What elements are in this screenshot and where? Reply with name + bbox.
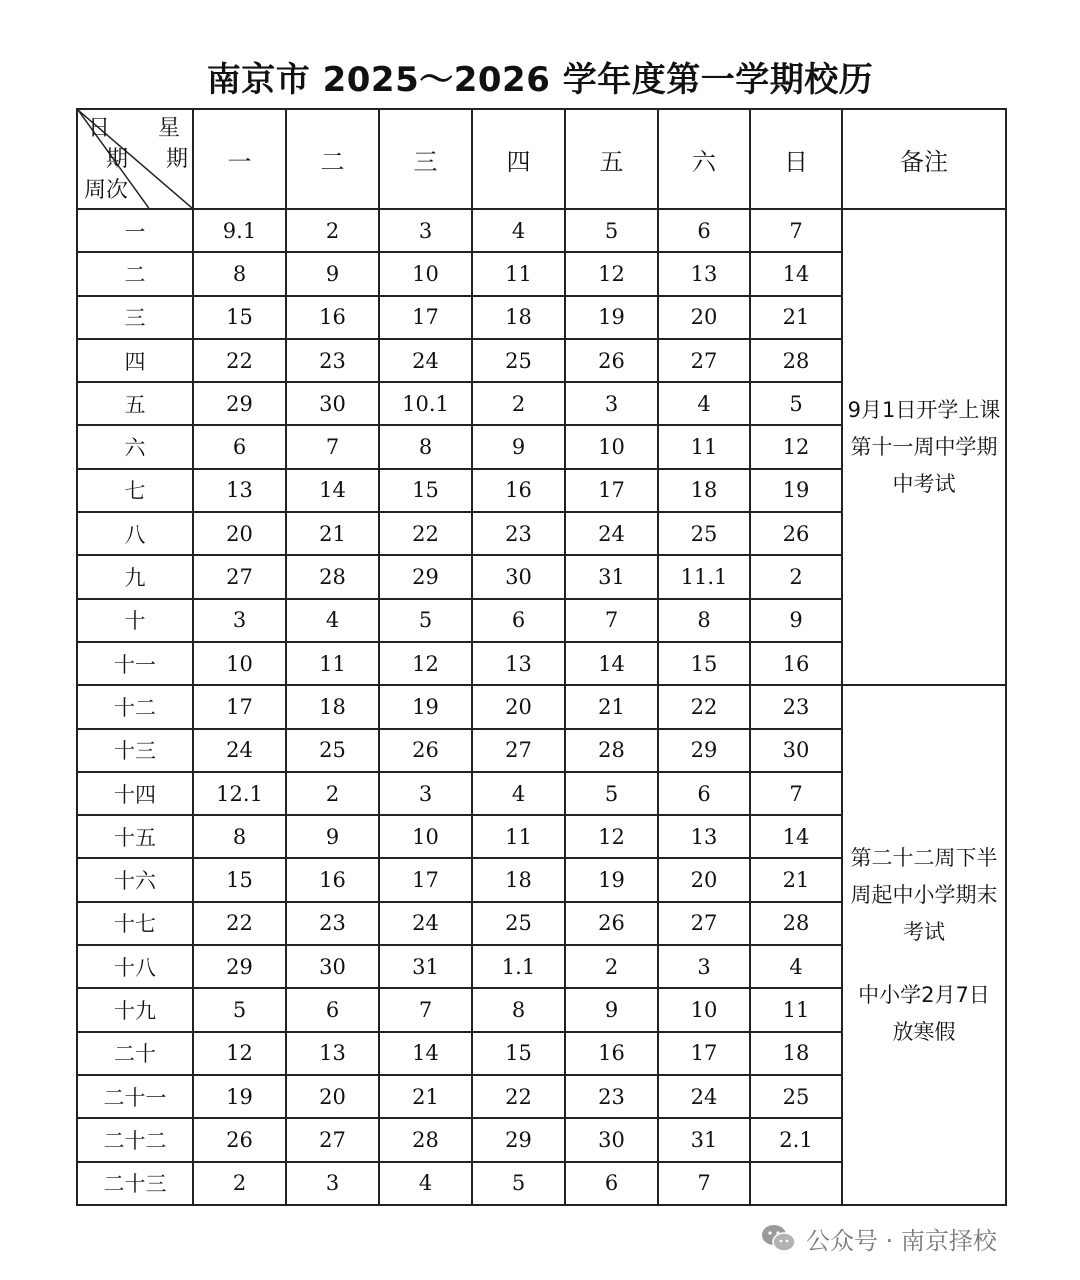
- date-cell-mon: 8: [193, 252, 286, 295]
- date-cell-tue: 9: [286, 815, 379, 858]
- date-cell-sat: 24: [658, 1075, 750, 1118]
- date-cell-mon: 3: [193, 599, 286, 642]
- day-header-wed: 三: [379, 109, 472, 209]
- date-cell-sun: 9: [750, 599, 842, 642]
- week-number-cell: 二十二: [77, 1118, 193, 1161]
- date-cell-tue: 21: [286, 512, 379, 555]
- date-cell-tue: 9: [286, 252, 379, 295]
- remarks-line: 中小学2月7日: [858, 982, 990, 1007]
- date-cell-fri: 12: [565, 815, 658, 858]
- date-cell-wed: 24: [379, 902, 472, 945]
- date-cell-fri: 19: [565, 858, 658, 901]
- date-cell-sun: 14: [750, 252, 842, 295]
- date-cell-fri: 23: [565, 1075, 658, 1118]
- date-cell-thu: 9: [472, 425, 565, 468]
- date-cell-mon: 10: [193, 642, 286, 685]
- date-cell-thu: 23: [472, 512, 565, 555]
- date-cell-tue: 2: [286, 772, 379, 815]
- date-cell-tue: 14: [286, 469, 379, 512]
- date-cell-mon: 6: [193, 425, 286, 468]
- date-cell-mon: 20: [193, 512, 286, 555]
- date-cell-wed: 26: [379, 729, 472, 772]
- date-cell-sat: 8: [658, 599, 750, 642]
- date-cell-sat: 7: [658, 1162, 750, 1205]
- date-cell-sun: 30: [750, 729, 842, 772]
- date-cell-tue: 18: [286, 685, 379, 728]
- date-cell-wed: 5: [379, 599, 472, 642]
- date-cell-tue: 2: [286, 209, 379, 252]
- date-cell-tue: 30: [286, 945, 379, 988]
- week-number-cell: 八: [77, 512, 193, 555]
- date-cell-sun: 14: [750, 815, 842, 858]
- remarks-line: 周起中小学期末: [850, 882, 998, 907]
- remarks-line: 中考试: [892, 471, 956, 496]
- date-cell-sun: 28: [750, 339, 842, 382]
- week-number-cell: 十四: [77, 772, 193, 815]
- watermark-text: 公众号 · 南京择校: [806, 1226, 997, 1255]
- date-cell-mon: 22: [193, 339, 286, 382]
- date-cell-thu: 13: [472, 642, 565, 685]
- date-cell-sat: 6: [658, 209, 750, 252]
- date-cell-sat: 29: [658, 729, 750, 772]
- date-cell-wed: 10: [379, 252, 472, 295]
- week-row: [77, 685, 1006, 728]
- date-cell-thu: 2: [472, 382, 565, 425]
- date-cell-mon: 12: [193, 1032, 286, 1075]
- date-cell-wed: 29: [379, 555, 472, 598]
- week-number-cell: 五: [77, 382, 193, 425]
- date-cell-sun: 25: [750, 1075, 842, 1118]
- date-cell-thu: 25: [472, 339, 565, 382]
- corner-period-label-left: 期: [106, 147, 129, 172]
- day-header-thu: 四: [472, 109, 565, 209]
- date-cell-wed: 10.1: [379, 382, 472, 425]
- date-cell-sun: 2: [750, 555, 842, 598]
- date-cell-fri: 19: [565, 296, 658, 339]
- date-cell-wed: 21: [379, 1075, 472, 1118]
- date-cell-thu: 22: [472, 1075, 565, 1118]
- date-cell-thu: 1.1: [472, 945, 565, 988]
- date-cell-mon: 27: [193, 555, 286, 598]
- date-cell-fri: 9: [565, 988, 658, 1031]
- date-cell-tue: 6: [286, 988, 379, 1031]
- remarks-line: 9月1日开学上课: [847, 397, 1001, 422]
- date-cell-thu: 15: [472, 1032, 565, 1075]
- date-cell-wed: 3: [379, 209, 472, 252]
- date-cell-sun: 5: [750, 382, 842, 425]
- date-cell-wed: 14: [379, 1032, 472, 1075]
- date-cell-wed: 22: [379, 512, 472, 555]
- week-number-cell: 四: [77, 339, 193, 382]
- date-cell-thu: 18: [472, 858, 565, 901]
- date-cell-sun: 21: [750, 858, 842, 901]
- date-cell-mon: 2: [193, 1162, 286, 1205]
- date-cell-sun: 11: [750, 988, 842, 1031]
- week-number-cell: 二: [77, 252, 193, 295]
- date-cell-fri: 2: [565, 945, 658, 988]
- page-title: 南京市 2025～2026 学年度第一学期校历: [206, 60, 874, 100]
- date-cell-fri: 14: [565, 642, 658, 685]
- date-cell-sun: 7: [750, 209, 842, 252]
- week-number-cell: 十: [77, 599, 193, 642]
- date-cell-sun: 19: [750, 469, 842, 512]
- date-cell-fri: 31: [565, 555, 658, 598]
- date-cell-mon: 8: [193, 815, 286, 858]
- date-cell-mon: 19: [193, 1075, 286, 1118]
- date-cell-sat: 13: [658, 815, 750, 858]
- date-cell-mon: 9.1: [193, 209, 286, 252]
- date-cell-sat: 31: [658, 1118, 750, 1161]
- date-cell-fri: 17: [565, 469, 658, 512]
- date-cell-fri: 7: [565, 599, 658, 642]
- corner-period-label-right: 期: [165, 147, 188, 172]
- day-header-mon: 一: [193, 109, 286, 209]
- date-cell-wed: 31: [379, 945, 472, 988]
- date-cell-sat: 11.1: [658, 555, 750, 598]
- date-cell-sat: 17: [658, 1032, 750, 1075]
- date-cell-tue: 23: [286, 902, 379, 945]
- date-cell-sat: 20: [658, 296, 750, 339]
- week-number-cell: 十八: [77, 945, 193, 988]
- date-cell-fri: 6: [565, 1162, 658, 1205]
- week-number-cell: 一: [77, 209, 193, 252]
- remarks-line: 考试: [903, 919, 945, 944]
- date-cell-fri: 16: [565, 1032, 658, 1075]
- week-number-cell: 九: [77, 555, 193, 598]
- date-cell-wed: 8: [379, 425, 472, 468]
- date-cell-thu: 4: [472, 209, 565, 252]
- date-cell-fri: 10: [565, 425, 658, 468]
- date-cell-sat: 4: [658, 382, 750, 425]
- week-number-cell: 二十: [77, 1032, 193, 1075]
- date-cell-tue: 7: [286, 425, 379, 468]
- date-cell-mon: 12.1: [193, 772, 286, 815]
- corner-day-label: 日: [88, 116, 111, 141]
- date-cell-tue: 16: [286, 858, 379, 901]
- school-calendar-table: [76, 108, 1007, 1206]
- date-cell-fri: 30: [565, 1118, 658, 1161]
- remarks-cell-second-half: [842, 685, 1006, 1205]
- date-cell-mon: 5: [193, 988, 286, 1031]
- date-cell-wed: 10: [379, 815, 472, 858]
- date-cell-thu: 20: [472, 685, 565, 728]
- date-cell-wed: 4: [379, 1162, 472, 1205]
- date-cell-sun: 23: [750, 685, 842, 728]
- remarks-cell-first-half: [842, 209, 1006, 685]
- week-number-cell: 十一: [77, 642, 193, 685]
- date-cell-sun: 26: [750, 512, 842, 555]
- date-cell-sun: 2.1: [750, 1118, 842, 1161]
- remarks-line: 第二十二周下半: [850, 845, 998, 870]
- date-cell-tue: 30: [286, 382, 379, 425]
- date-cell-sat: 15: [658, 642, 750, 685]
- date-cell-fri: 5: [565, 772, 658, 815]
- date-cell-fri: 21: [565, 685, 658, 728]
- date-cell-thu: 25: [472, 902, 565, 945]
- day-header-fri: 五: [565, 109, 658, 209]
- week-number-cell: 二十一: [77, 1075, 193, 1118]
- date-cell-mon: 15: [193, 296, 286, 339]
- date-cell-tue: 16: [286, 296, 379, 339]
- date-cell-fri: 3: [565, 382, 658, 425]
- date-cell-fri: 26: [565, 902, 658, 945]
- date-cell-sat: 11: [658, 425, 750, 468]
- date-cell-thu: 8: [472, 988, 565, 1031]
- date-cell-wed: 17: [379, 296, 472, 339]
- date-cell-thu: 27: [472, 729, 565, 772]
- date-cell-wed: 19: [379, 685, 472, 728]
- date-cell-wed: 24: [379, 339, 472, 382]
- week-number-cell: 十五: [77, 815, 193, 858]
- date-cell-tue: 4: [286, 599, 379, 642]
- watermark: [760, 1218, 997, 1258]
- date-cell-tue: 25: [286, 729, 379, 772]
- date-cell-wed: 17: [379, 858, 472, 901]
- date-cell-mon: 29: [193, 382, 286, 425]
- remarks-header: 备注: [842, 109, 1006, 209]
- date-cell-thu: 11: [472, 252, 565, 295]
- date-cell-tue: 3: [286, 1162, 379, 1205]
- week-number-cell: 十二: [77, 685, 193, 728]
- date-cell-sun: 28: [750, 902, 842, 945]
- date-cell-mon: 22: [193, 902, 286, 945]
- wechat-icon: [760, 1223, 796, 1253]
- date-cell-wed: 15: [379, 469, 472, 512]
- corner-header-cell: [77, 109, 193, 209]
- date-cell-tue: 28: [286, 555, 379, 598]
- date-cell-tue: 27: [286, 1118, 379, 1161]
- date-cell-thu: 29: [472, 1118, 565, 1161]
- date-cell-wed: 28: [379, 1118, 472, 1161]
- date-cell-thu: 5: [472, 1162, 565, 1205]
- date-cell-wed: 12: [379, 642, 472, 685]
- date-cell-fri: 28: [565, 729, 658, 772]
- date-cell-thu: 30: [472, 555, 565, 598]
- week-number-cell: 六: [77, 425, 193, 468]
- date-cell-sat: 13: [658, 252, 750, 295]
- date-cell-fri: 12: [565, 252, 658, 295]
- week-number-cell: 二十三: [77, 1162, 193, 1205]
- date-cell-thu: 4: [472, 772, 565, 815]
- day-header-sat: 六: [658, 109, 750, 209]
- date-cell-sun: 18: [750, 1032, 842, 1075]
- date-cell-tue: 13: [286, 1032, 379, 1075]
- date-cell-wed: 3: [379, 772, 472, 815]
- date-cell-sat: 20: [658, 858, 750, 901]
- remarks-line: 放寒假: [892, 1019, 956, 1044]
- date-cell-sun: [750, 1162, 842, 1205]
- header-row: [77, 109, 1006, 209]
- day-header-tue: 二: [286, 109, 379, 209]
- remarks-line: 第十一周中学期: [850, 434, 998, 459]
- date-cell-thu: 16: [472, 469, 565, 512]
- date-cell-wed: 7: [379, 988, 472, 1031]
- date-cell-sun: 16: [750, 642, 842, 685]
- date-cell-mon: 13: [193, 469, 286, 512]
- date-cell-thu: 18: [472, 296, 565, 339]
- date-cell-sat: 25: [658, 512, 750, 555]
- week-number-cell: 十九: [77, 988, 193, 1031]
- date-cell-sat: 22: [658, 685, 750, 728]
- week-number-cell: 十六: [77, 858, 193, 901]
- date-cell-thu: 11: [472, 815, 565, 858]
- date-cell-mon: 17: [193, 685, 286, 728]
- date-cell-sun: 21: [750, 296, 842, 339]
- week-number-cell: 三: [77, 296, 193, 339]
- date-cell-sun: 4: [750, 945, 842, 988]
- date-cell-sun: 12: [750, 425, 842, 468]
- week-number-cell: 十三: [77, 729, 193, 772]
- date-cell-sat: 18: [658, 469, 750, 512]
- date-cell-sun: 7: [750, 772, 842, 815]
- corner-week-label: 星: [157, 116, 180, 141]
- date-cell-fri: 24: [565, 512, 658, 555]
- date-cell-mon: 15: [193, 858, 286, 901]
- date-cell-mon: 29: [193, 945, 286, 988]
- date-cell-sat: 3: [658, 945, 750, 988]
- date-cell-tue: 11: [286, 642, 379, 685]
- date-cell-sat: 10: [658, 988, 750, 1031]
- date-cell-mon: 24: [193, 729, 286, 772]
- day-header-sun: 日: [750, 109, 842, 209]
- date-cell-sat: 27: [658, 339, 750, 382]
- remarks-spacer: [843, 951, 1005, 977]
- date-cell-mon: 26: [193, 1118, 286, 1161]
- date-cell-thu: 6: [472, 599, 565, 642]
- week-number-cell: 十七: [77, 902, 193, 945]
- corner-week-number-label: 周次: [84, 178, 129, 203]
- date-cell-tue: 23: [286, 339, 379, 382]
- date-cell-fri: 26: [565, 339, 658, 382]
- date-cell-sat: 27: [658, 902, 750, 945]
- date-cell-tue: 20: [286, 1075, 379, 1118]
- date-cell-fri: 5: [565, 209, 658, 252]
- week-number-cell: 七: [77, 469, 193, 512]
- date-cell-sat: 6: [658, 772, 750, 815]
- week-row: [77, 209, 1006, 252]
